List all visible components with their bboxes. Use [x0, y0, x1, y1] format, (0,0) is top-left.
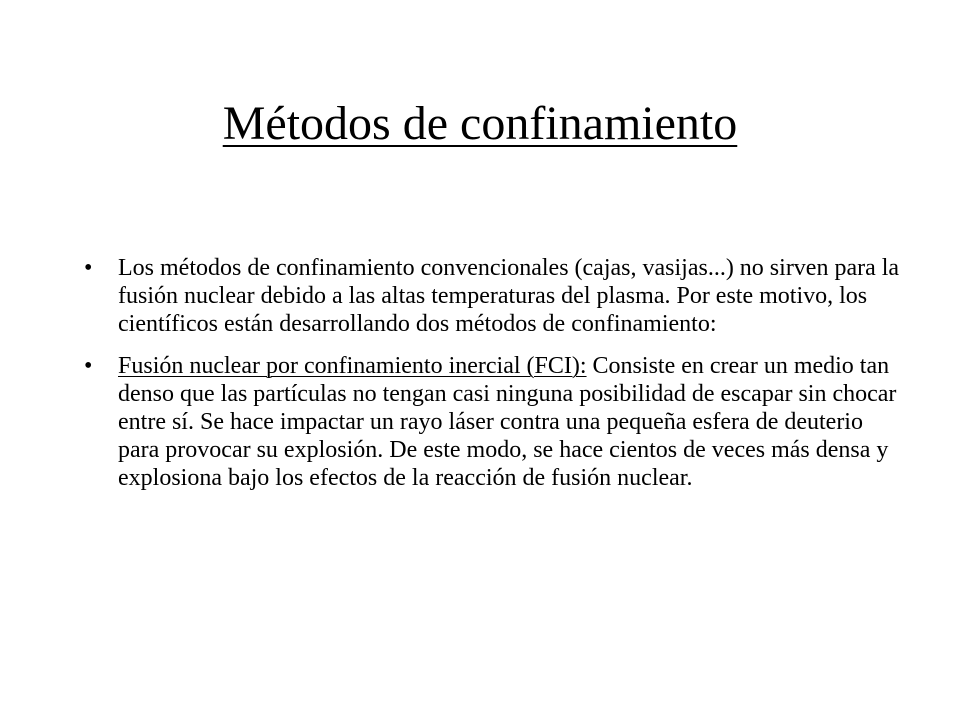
- bullet-text: Los métodos de confinamiento convencionales (cajas, vasijas...) no sirven para la fusión nuclear debido a las altas temperaturas del plasma. Por este motivo, los científicos están desarrollando dos métodos de confinamiento:: [118, 255, 900, 337]
- bullet-icon: •: [84, 353, 93, 379]
- bullet-item-fci: [80, 352, 900, 492]
- bullet-list: [80, 254, 900, 506]
- slide-title: Métodos de confinamiento: [222, 97, 738, 150]
- bullet-text: Consiste en crear un medio tan denso que las partículas no tengan casi ninguna posibilidad de escapar sin chocar entre sí. Se hace impactar un rayo láser contra una pequeña esfera de deuterio para provocar su explosión. De este modo, se hace cientos de veces más densa y explosiona bajo los efectos de la reacción de fusión nuclear.: [118, 353, 897, 491]
- bullet-icon: •: [84, 255, 93, 281]
- bullet-item-conventional-methods: [80, 254, 900, 338]
- bullet-heading-fci: Fusión nuclear por confinamiento inercial (FCI):: [118, 353, 587, 379]
